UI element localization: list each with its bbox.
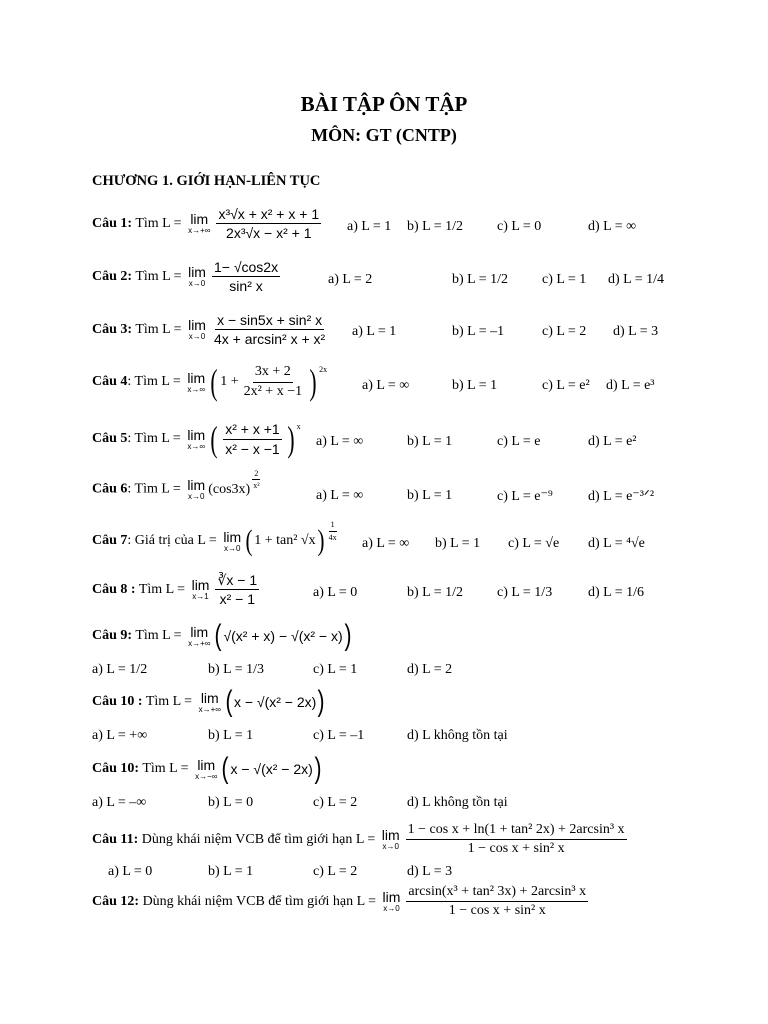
- answer-d: d) L = ∞: [588, 219, 637, 234]
- answer-d: d) L = 1/4: [608, 272, 664, 287]
- page-title: BÀI TẬP ÔN TẬP: [300, 92, 468, 116]
- answer-a: a) L = 0: [313, 585, 358, 600]
- question-label: Câu 10:: [92, 761, 140, 777]
- question-text: Tìm L =: [135, 321, 182, 337]
- answer-c: c) L = e²: [542, 378, 590, 393]
- math-expression: lim x→0 ( 1 + tan² √x ) $\frac{1}{4x}$: [223, 520, 337, 557]
- answer-b: b) L = 1/2: [407, 585, 463, 600]
- question-label: Câu 10 :: [92, 694, 143, 710]
- answer-b: b) L = 1: [435, 536, 481, 551]
- math-expression: lim x→1 $\frac{∛x - 1}{\text{x² − 1}}$: [191, 572, 258, 608]
- question-text: Tìm L =: [142, 761, 189, 777]
- answer-a: a) L = ∞: [316, 488, 364, 503]
- question-label: Câu 5: [92, 431, 128, 447]
- answer-a: a) L = ∞: [362, 378, 410, 393]
- question-text: : Tìm L =: [127, 431, 181, 447]
- answer-c: c) L = 1/3: [497, 585, 553, 600]
- math-expression: lim x→+∞ ( x − √(x² − 2x) ): [198, 685, 325, 718]
- question-label: Câu 6: [92, 481, 128, 497]
- answer-d: d) L = 2: [407, 662, 453, 677]
- answer-b: b) L = 1: [208, 864, 254, 879]
- question-text: Tìm L =: [138, 581, 186, 597]
- answer-a: a) L = 1: [347, 219, 392, 234]
- answer-c: c) L = 0: [497, 219, 542, 234]
- answer-a: a) L = +∞: [92, 728, 148, 743]
- math-expression: lim x→0 $\frac{\text{1 − cos x + ln(1 + tan² 2x) + 2arcsin³ x}}{\text{1 − cos x + sin² x}}$: [381, 822, 625, 857]
- answer-b: b) L = –1: [452, 324, 505, 339]
- answer-d: d) L = 3: [613, 324, 659, 339]
- math-expression: lim x→0 $\frac{1- √\cos 2x}{\text{sin² x}}$: [188, 259, 279, 295]
- answer-b: b) L = 0: [208, 795, 254, 810]
- answer-c: c) L = 1: [542, 272, 587, 287]
- question-label: Câu 9:: [92, 628, 133, 644]
- question-10b: [92, 754, 323, 784]
- answer-b: b) L = 1: [208, 728, 254, 743]
- answer-a: a) L = 0: [108, 864, 153, 879]
- question-label: Câu 3:: [92, 321, 133, 337]
- question-6: [92, 468, 263, 501]
- question-1: [92, 206, 324, 241]
- question-text: Dùng khái niệm VCB để tìm giới hạn L =: [141, 831, 376, 847]
- answer-c: c) L = e⁻⁹: [497, 489, 553, 504]
- question-11: [92, 822, 630, 857]
- question-text: Tìm L =: [145, 694, 193, 710]
- question-text: Tìm L =: [135, 628, 182, 644]
- math-expression: lim x→+∞ ( √(x² + x) − √(x² − x) ): [188, 619, 352, 652]
- math-expression: lim x→0 $\frac{\text{arcsin(x³ + tan² 3x) + 2arcsin³ x}}{\text{1 − cos x + sin² x}}$: [382, 884, 587, 919]
- math-expression: lim x→0 (cos3x) $\frac{2}{\text{x²}}$: [187, 468, 260, 501]
- question-5: [92, 421, 301, 457]
- page-subtitle: MÔN: GT (CNTP): [311, 125, 457, 145]
- question-label: Câu 12:: [92, 893, 140, 909]
- answer-a: a) L = 2: [328, 272, 373, 287]
- answer-d: d) L = 1/6: [588, 585, 644, 600]
- question-2: [92, 259, 283, 294]
- question-label: Câu 7: [92, 533, 128, 549]
- math-expression: lim x→∞ ( 1 + $\frac{3x + 2}{\text{2x² + x −1}}$ ) 2x: [187, 362, 328, 402]
- question-7: [92, 520, 340, 557]
- math-expression: lim x→∞ ( $\frac{\text{x² + x +1}}{\text{x² − x −1}}$ ) x: [187, 419, 301, 459]
- answer-b: b) L = 1/2: [452, 272, 508, 287]
- answer-c: c) L = √e: [508, 536, 560, 551]
- question-label: Câu 11:: [92, 831, 139, 847]
- question-3: [92, 312, 330, 347]
- answer-b: b) L = 1/3: [208, 662, 264, 677]
- math-expression: lim x→+∞ $\frac{\text{x³√x + x² + x + 1}}{\text{2x³√x − x² + 1}}$: [188, 206, 320, 242]
- answer-d: d) L = e²: [588, 434, 637, 449]
- question-text: : Tìm L =: [127, 481, 181, 497]
- math-expression: lim x→−∞ ( x − √(x² − 2x) ): [195, 752, 322, 785]
- question-9: [92, 621, 353, 651]
- question-4: [92, 364, 327, 400]
- question-10a: [92, 687, 326, 717]
- answer-b: b) L = 1: [452, 378, 498, 393]
- question-text: Dùng khái niệm VCB để tìm giới hạn L =: [142, 893, 377, 909]
- answer-c: c) L = –1: [313, 728, 365, 743]
- answer-a: a) L = 1/2: [92, 662, 148, 677]
- answer-d: d) L không tồn tại: [407, 728, 508, 743]
- question-text: : Giá trị của L =: [127, 533, 217, 549]
- answer-d: d) L = ⁴√e: [588, 536, 645, 551]
- answer-c: c) L = 2: [313, 864, 358, 879]
- question-label: Câu 8 :: [92, 581, 136, 597]
- answer-d: d) L = 3: [407, 864, 453, 879]
- answer-a: a) L = 1: [352, 324, 397, 339]
- answer-c: c) L = 2: [542, 324, 587, 339]
- question-text: Tìm L =: [135, 215, 182, 231]
- question-label: Câu 2:: [92, 268, 133, 284]
- question-text: Tìm L =: [135, 268, 182, 284]
- chapter-heading: CHƯƠNG 1. GIỚI HẠN-LIÊN TỤC: [92, 173, 321, 189]
- question-text: : Tìm L =: [127, 374, 181, 390]
- answer-a: a) L = ∞: [362, 536, 410, 551]
- question-label: Câu 4: [92, 374, 128, 390]
- answer-b: b) L = 1: [407, 488, 453, 503]
- answer-a: a) L = ∞: [316, 434, 364, 449]
- answer-d: d) L = e³: [606, 378, 655, 393]
- answer-c: c) L = 1: [313, 662, 358, 677]
- answer-d: d) L không tồn tại: [407, 795, 508, 810]
- answer-a: a) L = –∞: [92, 795, 147, 810]
- answer-b: b) L = 1: [407, 434, 453, 449]
- answer-c: c) L = 2: [313, 795, 358, 810]
- question-label: Câu 1:: [92, 215, 133, 231]
- question-8: [92, 572, 262, 607]
- answer-c: c) L = e: [497, 434, 541, 449]
- question-12: [92, 884, 591, 919]
- answer-b: b) L = 1/2: [407, 219, 463, 234]
- answer-d: d) L = e⁻³ᐟ²: [588, 489, 655, 504]
- math-expression: lim x→0 $\frac{\text{x − sin5x + sin² x}}{\text{4x + arcsin² x + x²}}$: [188, 312, 326, 348]
